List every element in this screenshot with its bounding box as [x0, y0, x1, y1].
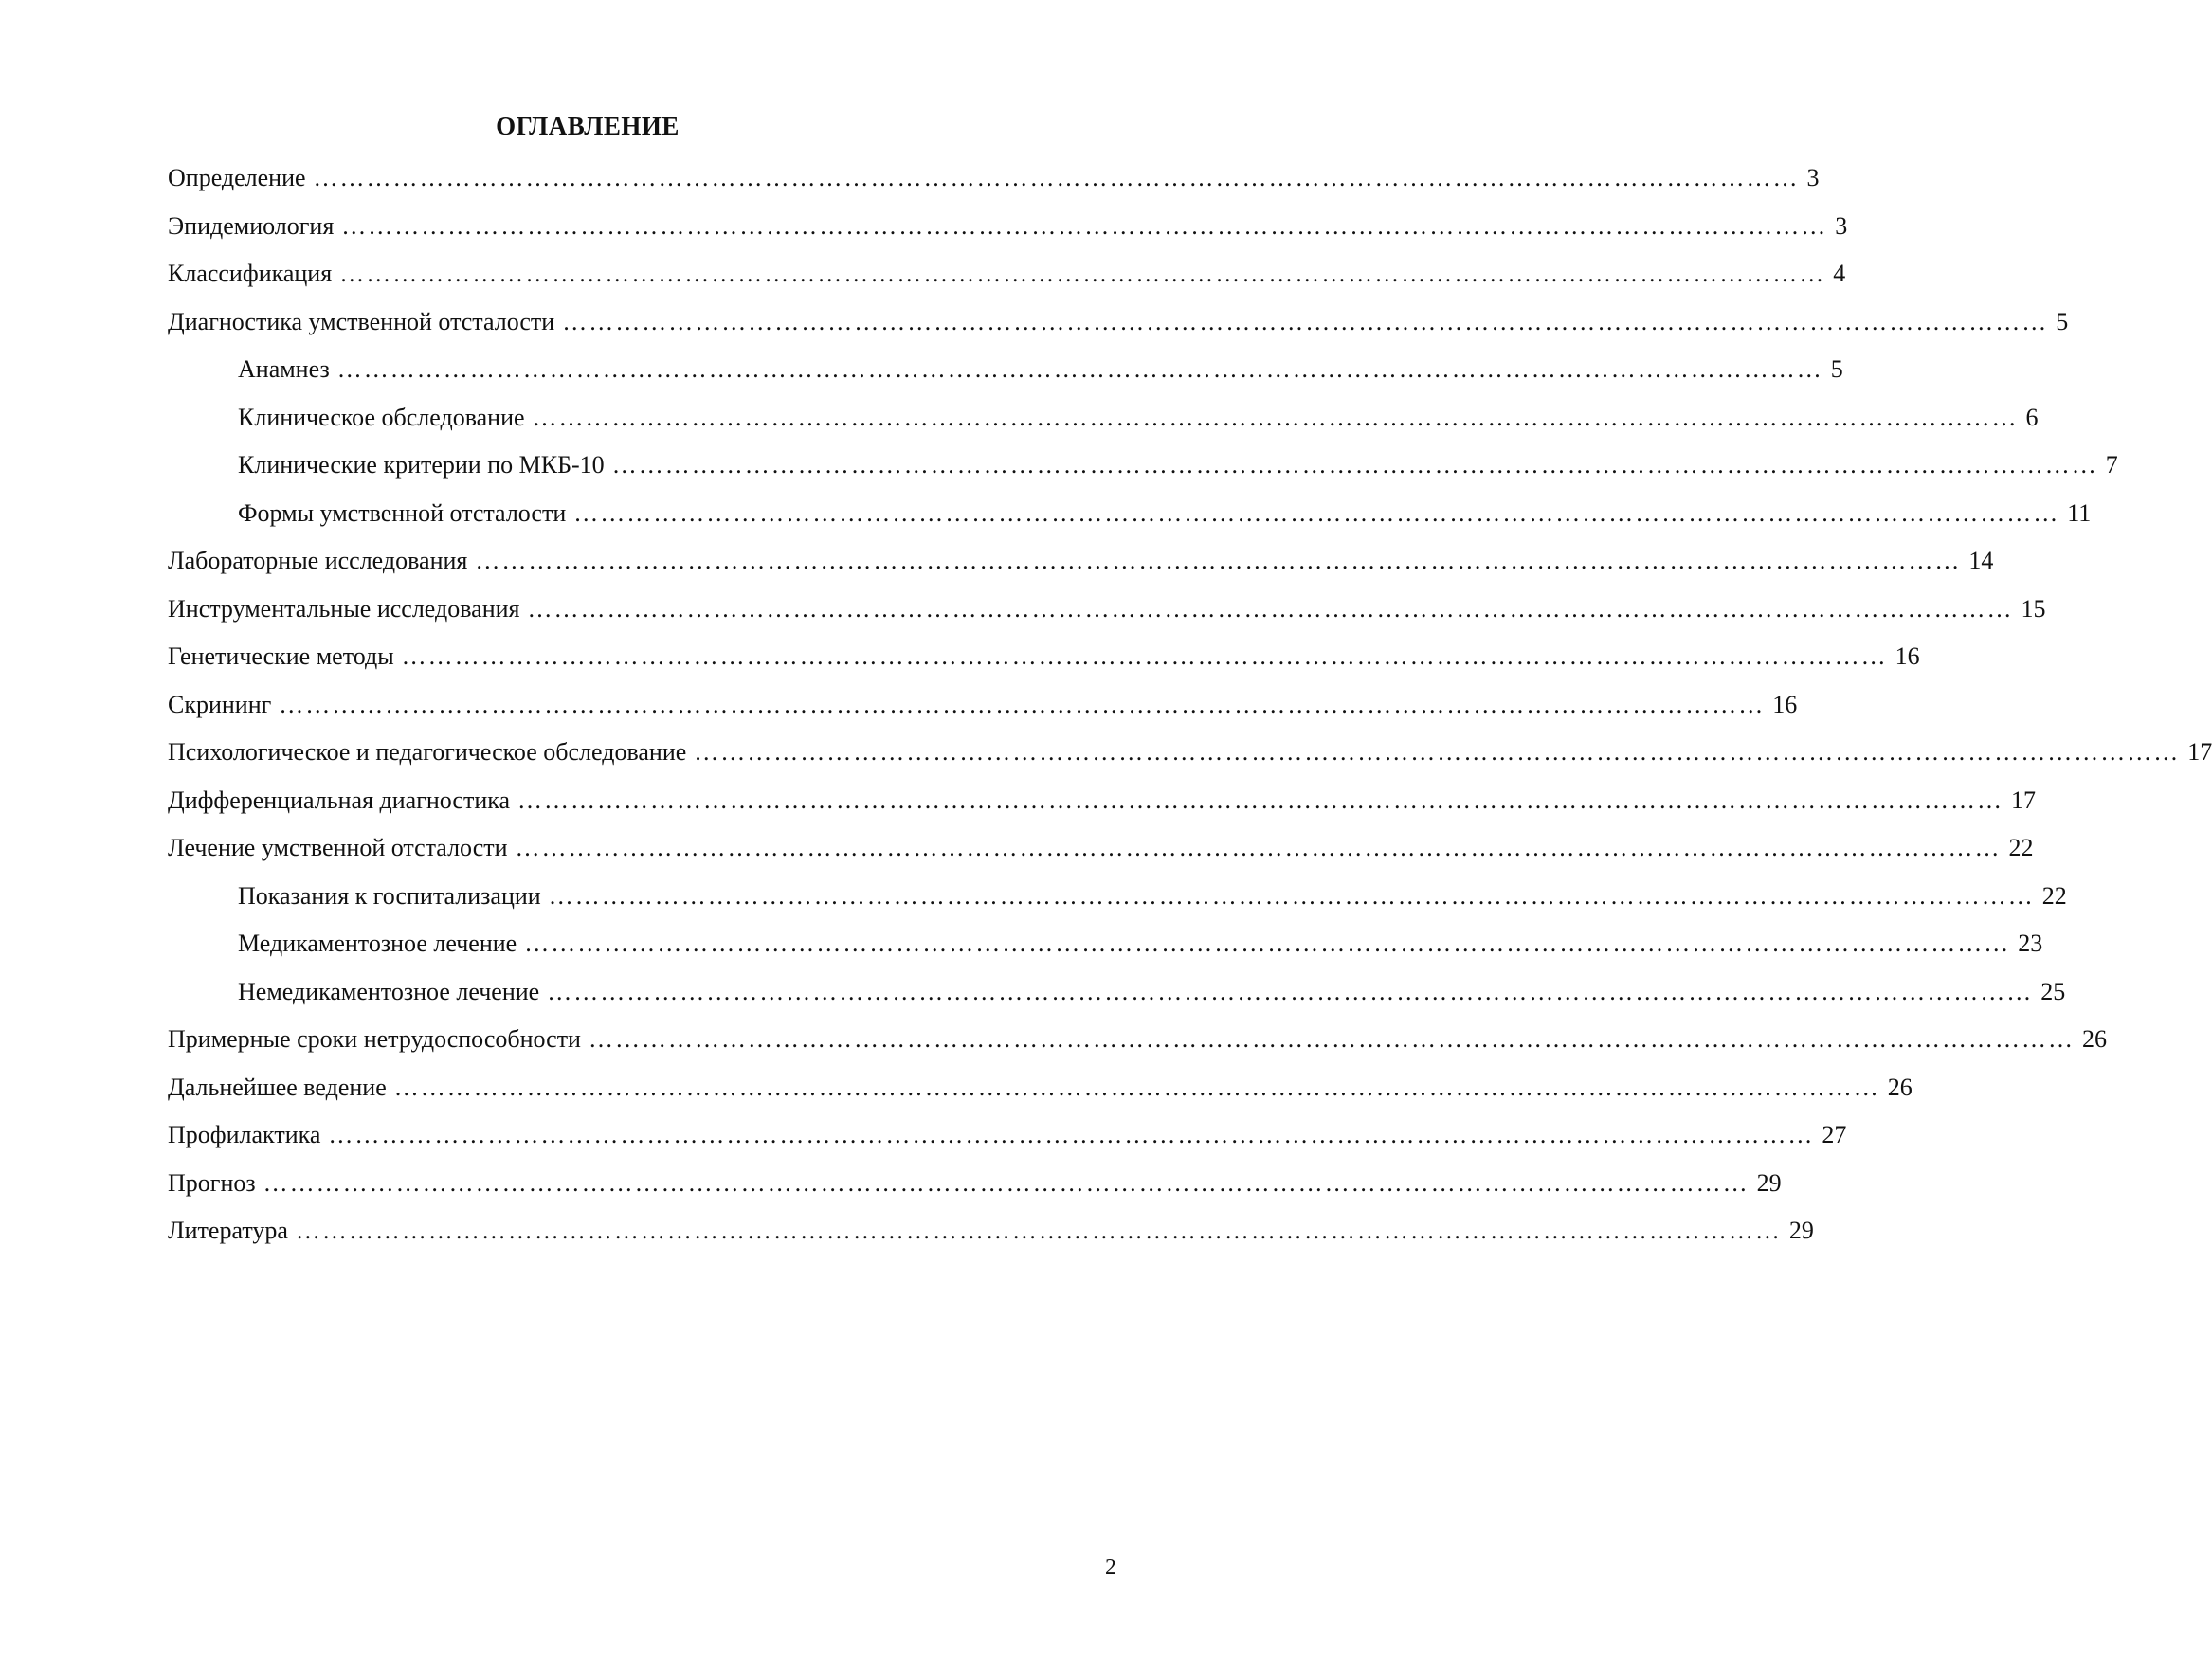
toc-entry[interactable]: [168, 681, 1798, 730]
toc-dot-leader: ……………………………………………………………………………………………………………………………………………………: [313, 164, 1800, 191]
toc-entry-page: 6: [2025, 403, 2039, 431]
toc-dot-leader: ……………………………………………………………………………………………………………………………………………………: [547, 977, 2034, 1005]
toc-dot-leader: ……………………………………………………………………………………………………………………………………………………: [339, 260, 1826, 287]
toc-entry-label: Клинические критерии по МКБ-10: [238, 451, 605, 479]
toc-entry-page: 17: [2011, 786, 2037, 814]
toc-entry-page: 17: [2187, 738, 2212, 766]
page-title: ОГЛАВЛЕНИЕ: [496, 112, 680, 140]
toc-entry-page: 15: [2021, 594, 2046, 623]
toc-entry-label: Определение: [168, 164, 306, 191]
toc-entry[interactable]: [168, 1111, 1847, 1160]
page-number: 2: [1105, 1555, 1116, 1580]
toc-entry[interactable]: [168, 1160, 1782, 1208]
toc-entry-label: Показания к госпитализации: [238, 881, 541, 910]
table-of-contents: [168, 154, 2212, 1256]
toc-entry-label: Прогноз: [168, 1168, 256, 1197]
toc-entry[interactable]: [168, 968, 2066, 1017]
toc-dot-leader: ……………………………………………………………………………………………………………………………………………………: [573, 498, 2060, 527]
toc-entry-label: Профилактика: [168, 1121, 321, 1148]
toc-dot-leader: ……………………………………………………………………………………………………………………………………………………: [588, 1025, 2075, 1053]
toc-entry-page: 26: [1887, 1073, 1913, 1101]
toc-entry[interactable]: [168, 1064, 1913, 1112]
toc-dot-leader: ……………………………………………………………………………………………………………………………………………………: [524, 930, 2011, 957]
toc-dot-leader: ……………………………………………………………………………………………………………………………………………………: [336, 355, 1823, 383]
toc-entry[interactable]: [168, 586, 2046, 634]
toc-entry-page: 25: [2040, 977, 2066, 1005]
toc-entry-label: Примерные сроки нетрудоспособности: [168, 1025, 581, 1053]
toc-dot-leader: ……………………………………………………………………………………………………………………………………………………: [527, 594, 2014, 623]
toc-entry[interactable]: [168, 442, 2118, 490]
toc-dot-leader: ……………………………………………………………………………………………………………………………………………………: [532, 403, 2019, 431]
toc-entry-page: 14: [1968, 547, 1994, 574]
toc-entry[interactable]: [168, 298, 2069, 347]
toc-entry-page: 22: [2041, 881, 2067, 910]
toc-entry[interactable]: [168, 1207, 1814, 1256]
toc-entry-page: 29: [1788, 1217, 1814, 1244]
toc-entry[interactable]: [168, 203, 1848, 251]
toc-entry-label: Немедикаментозное лечение: [238, 977, 540, 1005]
toc-entry[interactable]: [168, 537, 1994, 586]
toc-entry-label: Литература: [168, 1217, 288, 1244]
toc-entry-label: Формы умственной отсталости: [238, 498, 567, 527]
toc-entry-label: Классификация: [168, 260, 333, 287]
toc-entry-page: 26: [2081, 1025, 2107, 1053]
toc-dot-leader: ……………………………………………………………………………………………………………………………………………………: [475, 547, 1962, 574]
toc-entry[interactable]: [168, 154, 1820, 203]
toc-entry[interactable]: [168, 250, 1846, 298]
toc-entry-page: 4: [1833, 260, 1846, 287]
toc-entry-label: Эпидемиология: [168, 211, 335, 240]
toc-entry-label: Скрининг: [168, 690, 272, 718]
toc-entry-label: Дифференциальная диагностика: [168, 786, 511, 814]
toc-entry[interactable]: [168, 873, 2067, 921]
toc-entry-label: Диагностика умственной отсталости: [168, 307, 555, 335]
toc-entry-page: 5: [2056, 307, 2069, 335]
toc-entry-label: Инструментальные исследования: [168, 594, 520, 623]
toc-dot-leader: ……………………………………………………………………………………………………………………………………………………: [401, 642, 1888, 670]
toc-dot-leader: ……………………………………………………………………………………………………………………………………………………: [328, 1121, 1815, 1148]
toc-entry-page: 7: [2105, 451, 2118, 479]
toc-dot-leader: ……………………………………………………………………………………………………………………………………………………: [611, 451, 2098, 479]
toc-dot-leader: ……………………………………………………………………………………………………………………………………………………: [562, 307, 2049, 335]
toc-dot-leader: ……………………………………………………………………………………………………………………………………………………: [694, 738, 2181, 766]
toc-dot-leader: ……………………………………………………………………………………………………………………………………………………: [515, 834, 2002, 861]
toc-entry-page: 3: [1806, 164, 1820, 191]
toc-entry-page: 11: [2067, 498, 2092, 527]
toc-entry-label: Дальнейшее ведение: [168, 1073, 387, 1101]
toc-entry[interactable]: [168, 1016, 2107, 1064]
toc-dot-leader: ……………………………………………………………………………………………………………………………………………………: [548, 881, 2035, 910]
toc-entry-label: Клиническое обследование: [238, 403, 525, 431]
toc-entry[interactable]: [168, 346, 1843, 394]
toc-entry-label: Медикаментозное лечение: [238, 930, 517, 957]
toc-entry[interactable]: [168, 920, 2043, 968]
toc-entry[interactable]: [168, 394, 2039, 443]
toc-dot-leader: ……………………………………………………………………………………………………………………………………………………: [517, 786, 2004, 814]
toc-entry[interactable]: [168, 490, 2092, 538]
toc-entry-page: 23: [2018, 930, 2043, 957]
toc-entry-page: 16: [1895, 642, 1920, 670]
toc-dot-leader: ……………………………………………………………………………………………………………………………………………………: [295, 1217, 1782, 1244]
toc-entry[interactable]: [168, 633, 1920, 681]
toc-dot-leader: ……………………………………………………………………………………………………………………………………………………: [393, 1073, 1880, 1101]
toc-entry[interactable]: [168, 824, 2034, 873]
toc-entry-page: 5: [1830, 355, 1843, 383]
toc-entry-page: 3: [1835, 211, 1848, 240]
toc-dot-leader: ……………………………………………………………………………………………………………………………………………………: [341, 211, 1828, 240]
toc-dot-leader: ……………………………………………………………………………………………………………………………………………………: [263, 1168, 1750, 1197]
toc-entry-label: Генетические методы: [168, 642, 394, 670]
toc-dot-leader: ……………………………………………………………………………………………………………………………………………………: [279, 690, 1766, 718]
toc-entry-page: 16: [1772, 690, 1798, 718]
toc-entry-label: Анамнез: [238, 355, 330, 383]
toc-entry[interactable]: [168, 729, 2212, 777]
toc-entry-label: Лабораторные исследования: [168, 547, 468, 574]
toc-entry-page: 22: [2008, 834, 2034, 861]
toc-entry[interactable]: [168, 777, 2037, 825]
toc-entry-page: 29: [1756, 1168, 1782, 1197]
toc-entry-label: Лечение умственной отсталости: [168, 834, 508, 861]
toc-entry-page: 27: [1822, 1121, 1847, 1148]
toc-entry-label: Психологическое и педагогическое обследование: [168, 738, 687, 766]
